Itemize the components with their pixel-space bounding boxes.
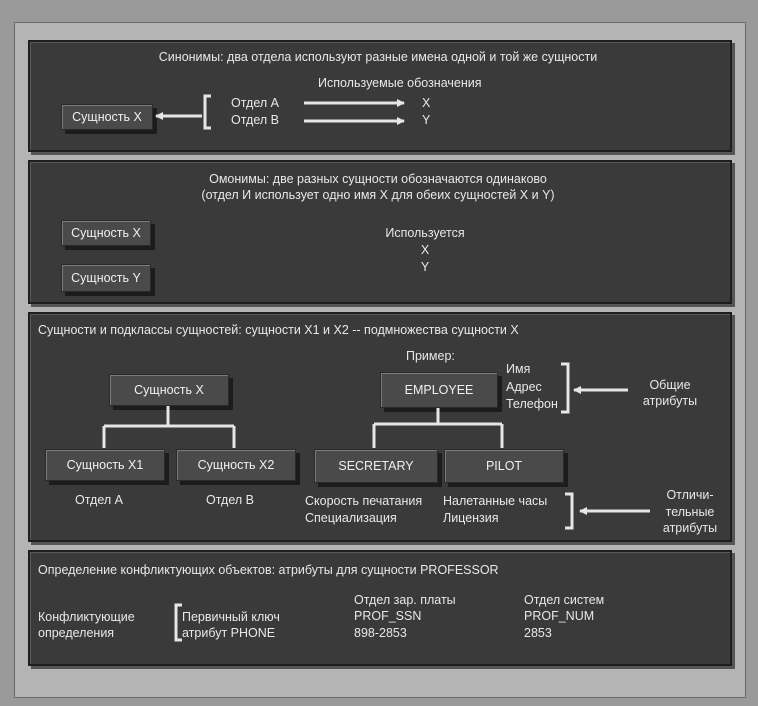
common-attrs-2: атрибуты [642, 394, 698, 408]
attr-flight-hours: Налетанные часы [443, 494, 548, 508]
conflicts-bracket [176, 605, 182, 640]
attr-address: Адрес [506, 380, 542, 394]
synonyms-name-x: X [422, 96, 431, 110]
homonyms-name-y: Y [420, 260, 430, 274]
systems-phone-value: 2853 [524, 626, 552, 640]
conflicts-label-2: определения [38, 626, 115, 640]
homonyms-subtitle: (отдел И использует одно имя X для обеих сущностей X и Y) [201, 188, 555, 202]
synonyms-bracket [205, 96, 211, 128]
subclasses-dept-b: Отдел В [206, 493, 254, 507]
synonyms-title: Синонимы: два отдела используют разные имена одной и той же сущности [158, 50, 598, 64]
synonyms-dept-a: Отдел А [231, 96, 279, 110]
subclasses-entity-x1: Сущность X1 [45, 449, 165, 481]
conflicts-row-primary-key: Первичный ключ [182, 610, 280, 624]
distinct-attrs-2: тельные [665, 505, 715, 519]
systems-key-value: PROF_NUM [524, 609, 595, 623]
employee-box: EMPLOYEE [380, 372, 498, 408]
distinct-attrs-1: Отличи- [666, 488, 714, 502]
synonyms-dept-b: Отдел В [231, 113, 279, 127]
synonyms-entity-x: Сущность X [61, 104, 153, 130]
secretary-box: SECRETARY [314, 449, 438, 483]
homonyms-entity-x: Сущность X [61, 220, 151, 246]
subclasses-dept-a: Отдел А [75, 493, 123, 507]
attr-specialization: Специализация [305, 511, 397, 525]
common-attrs-bracket [561, 364, 568, 412]
attr-license: Лицензия [443, 511, 499, 525]
subclasses-title: Сущности и подклассы сущностей: сущности X1 и X2 -- подмножества сущности X [38, 323, 519, 337]
homonyms-entity-y: Сущность Y [61, 264, 151, 292]
homonyms-name-x: X [420, 243, 430, 257]
pilot-box: PILOT [444, 449, 564, 483]
common-attrs-1: Общие [649, 378, 691, 392]
payroll-dept-header: Отдел зар. платы [354, 593, 456, 607]
attr-name: Имя [506, 362, 531, 376]
subclasses-entity-x2: Сущность X2 [176, 449, 296, 481]
subclasses-example-label: Пример: [406, 349, 455, 363]
payroll-key-value: PROF_SSN [354, 609, 422, 623]
conflicts-title: Определение конфликтующих объектов: атрибуты для сущности PROFESSOR [38, 563, 499, 577]
synonyms-name-y: Y [422, 113, 431, 127]
conflicts-row-phone: атрибут PHONE [182, 626, 276, 640]
conflicts-label-1: Конфликтующие [38, 610, 135, 624]
homonyms-used-label: Используется [385, 226, 465, 240]
attr-phone: Телефон [506, 397, 558, 411]
synonyms-used-label: Используемые обозначения [318, 76, 482, 90]
systems-dept-header: Отдел систем [524, 593, 605, 607]
subclasses-entity-x: Сущность X [109, 374, 229, 406]
attr-typing-speed: Скорость печатания [305, 494, 423, 508]
distinct-attrs-3: атрибуты [662, 521, 718, 535]
distinct-attrs-bracket [565, 494, 572, 528]
homonyms-title: Омонимы: две разных сущности обозначаются одинаково [209, 172, 547, 186]
payroll-phone-value: 898-2853 [354, 626, 407, 640]
